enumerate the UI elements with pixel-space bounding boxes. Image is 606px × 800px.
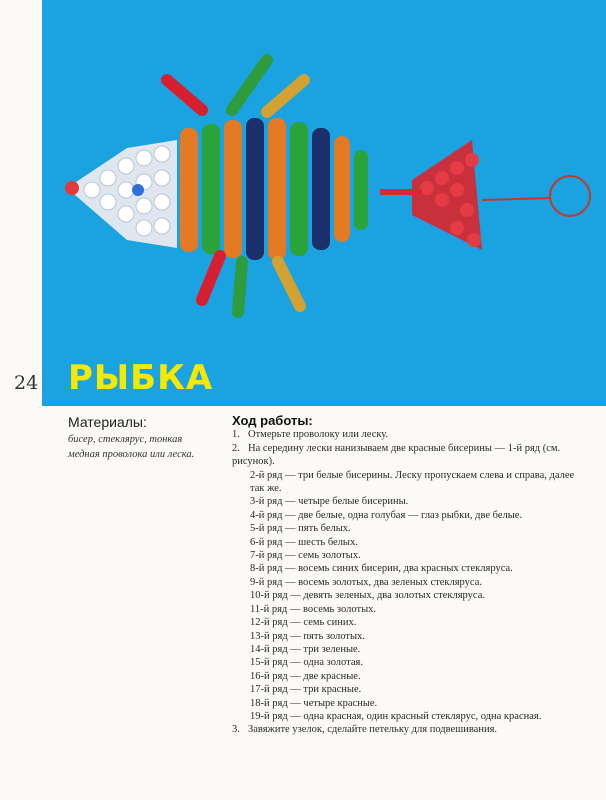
step-1 xyxy=(232,428,584,441)
materials-heading: Материалы: xyxy=(68,414,147,430)
row-instruction: 16-й ряд — две красные. xyxy=(250,670,361,682)
step-number: 3. xyxy=(232,724,240,736)
row-instruction: 4-й ряд — две белые, одна голубая — глаз рыбки, две белые. xyxy=(250,509,523,521)
row-instruction: 5-й ряд — пять белых. xyxy=(250,523,351,535)
row-instruction: 8-й ряд — восемь синих бисерин, два красных стекляруса. xyxy=(250,563,513,575)
beaded-fish-illustration xyxy=(42,0,606,406)
materials-text: бисер, стеклярус, тонкая медная проволока или леска. xyxy=(68,434,195,460)
materials-section xyxy=(68,414,208,462)
step-number: 2. xyxy=(232,442,240,454)
fish-photo xyxy=(42,0,606,406)
row-instruction: 14-й ряд — три зеленые. xyxy=(250,643,361,655)
row-instruction: 3-й ряд — четыре белые бисерины. xyxy=(250,496,409,508)
row-instruction: 7-й ряд — семь золотых. xyxy=(250,550,361,562)
row-instruction: 18-й ряд — четыре красные. xyxy=(250,697,378,709)
row-instruction: 2-й ряд — три белые бисерины. Леску пропускаем слева и справа, далее так же. xyxy=(250,469,575,495)
work-heading: Ход работы: xyxy=(232,413,313,428)
row-instruction: 15-й ряд — одна золотая. xyxy=(250,657,363,669)
row-instruction: 6-й ряд — шесть белых. xyxy=(250,536,358,548)
step-text: Завяжите узелок, сделайте петельку для подвешивания. xyxy=(248,724,498,736)
page-title: РЫБКА xyxy=(68,358,214,398)
step-2 xyxy=(232,442,584,469)
step-number: 1. xyxy=(232,429,240,441)
step-3 xyxy=(232,723,584,736)
row-instruction: 10-й ряд — девять зеленых, два золотых стекляруса. xyxy=(250,590,485,602)
row-instruction: 17-й ряд — три красные. xyxy=(250,684,362,696)
step-text: На середину лески нанизываем две красные бисерины — 1-й ряд (см. рисунок). xyxy=(232,442,561,468)
row-instruction: 12-й ряд — семь синих. xyxy=(250,617,357,629)
row-instruction: 19-й ряд — одна красная, один красный стеклярус, одна красная. xyxy=(250,710,542,722)
row-instruction: 13-й ряд — пять золотых. xyxy=(250,630,365,642)
row-instruction: 11-й ряд — восемь золотых. xyxy=(250,603,376,615)
work-instructions xyxy=(232,414,584,737)
page-number: 24 xyxy=(14,372,39,394)
step-text: Отмерьте проволоку или леску. xyxy=(248,429,389,441)
row-instruction: 9-й ряд — восемь золотых, два зеленых стекляруса. xyxy=(250,576,482,588)
